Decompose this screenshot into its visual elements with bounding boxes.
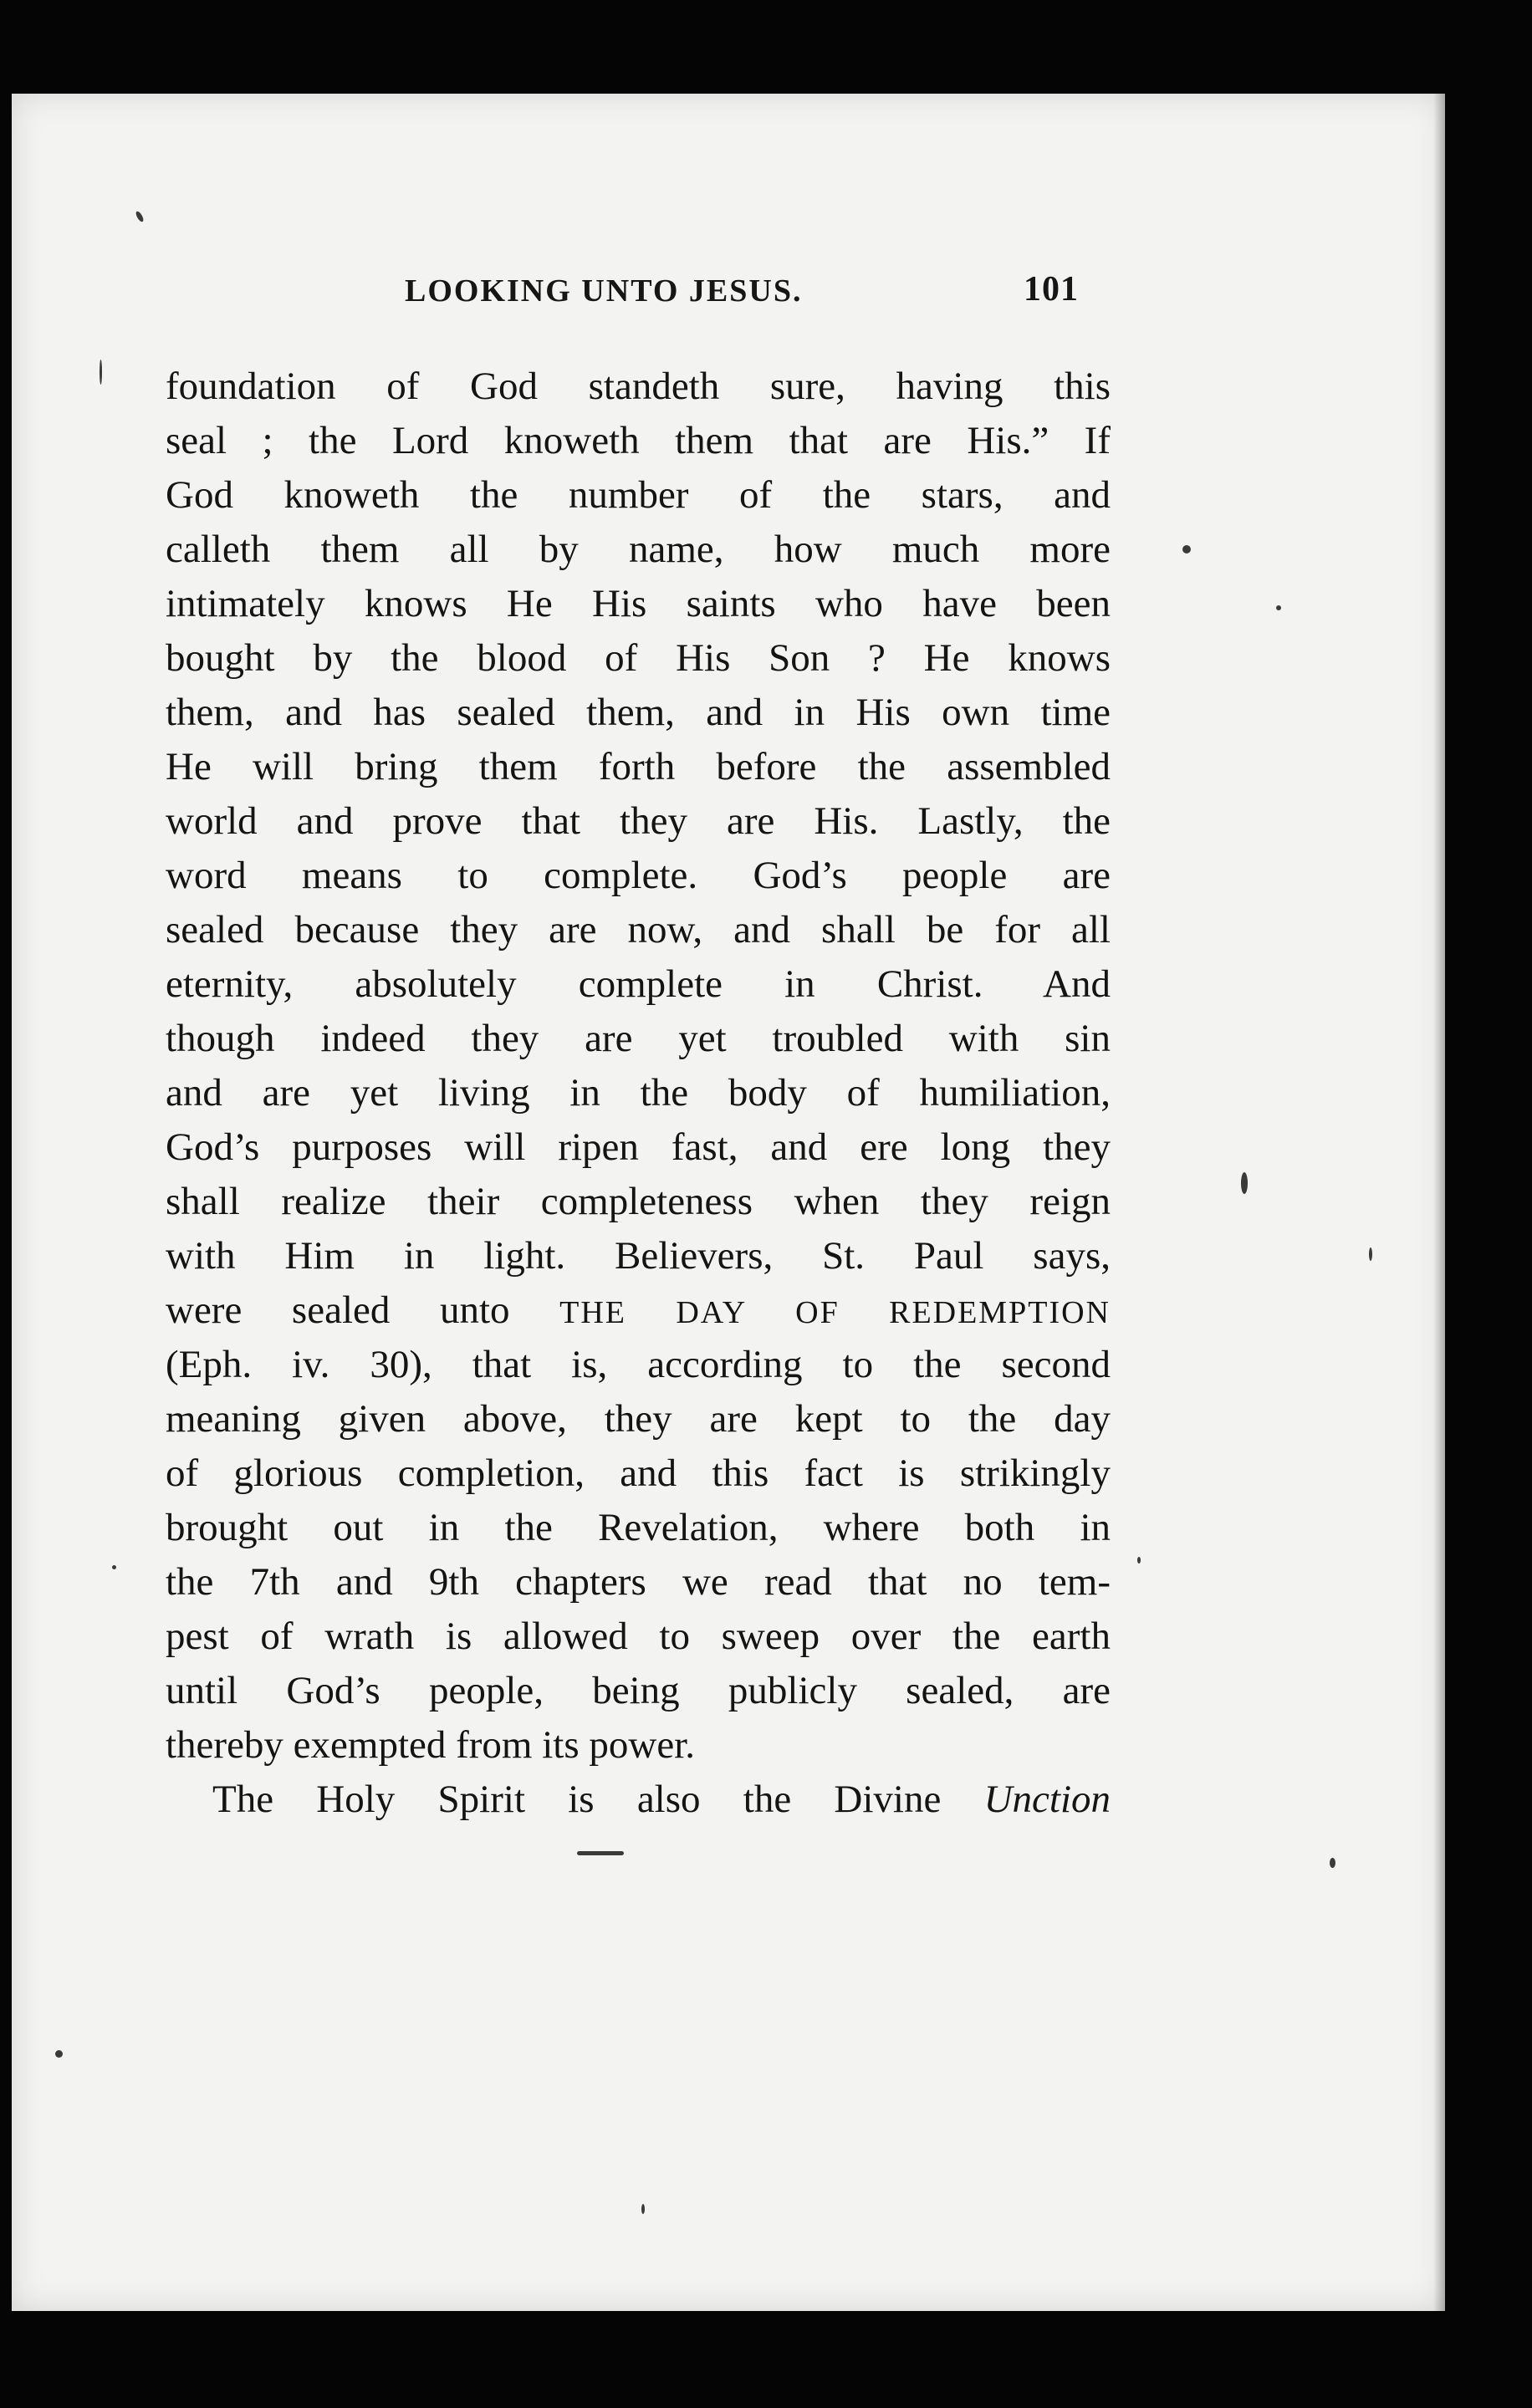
scan-speck	[1137, 1557, 1141, 1564]
text-line: pest of wrath is allowed to sweep over the earth	[166, 1615, 1111, 1658]
running-title: LOOKING UNTO JESUS.	[405, 273, 803, 309]
text-line: God knoweth the number of the stars, and	[166, 473, 1111, 517]
scan-speck	[1182, 545, 1191, 554]
line-text: The Holy Spirit is also the Divine	[212, 1778, 984, 1821]
text-line: though indeed they are yet troubled with sin	[166, 1017, 1111, 1060]
text-line: (Eph. iv. 30), that is, according to the second	[166, 1343, 1111, 1386]
text-line: calleth them all by name, how much more	[166, 528, 1111, 571]
paragraph-start-line	[166, 1773, 1111, 1827]
line-text: were sealed unto	[166, 1288, 560, 1332]
text-line: thereby exempted from its power.	[166, 1723, 696, 1767]
book-page	[12, 94, 1445, 2311]
text-line: of glorious completion, and this fact is strikingly	[166, 1451, 1111, 1495]
scan-speck	[135, 210, 145, 222]
scan-speck	[112, 1565, 116, 1569]
text-line: world and prove that they are His. Lastly, the	[166, 799, 1111, 843]
scan-speck	[1276, 605, 1281, 610]
italic-word: Unction	[983, 1778, 1111, 1821]
body-text	[166, 360, 1111, 1827]
scan-speck	[1330, 1858, 1335, 1868]
text-line: He will bring them forth before the assembled	[166, 745, 1111, 788]
scan-speck	[1241, 1172, 1248, 1194]
small-caps-text: THE DAY OF REDEMPTION	[559, 1295, 1111, 1330]
text-line: eternity, absolutely complete in Christ. And	[166, 962, 1111, 1006]
text-line: shall realize their completeness when they reign	[166, 1180, 1111, 1223]
text-line: seal ; the Lord knoweth them that are His.” If	[166, 419, 1111, 462]
text-line: word means to complete. God’s people are	[166, 854, 1111, 897]
text-line: with Him in light. Believers, St. Paul says,	[166, 1234, 1111, 1278]
text-line: brought out in the Revelation, where both in	[166, 1506, 1111, 1549]
text-line: intimately knows He His saints who have been	[166, 582, 1111, 625]
page-number: 101	[1024, 270, 1079, 309]
scan-speck	[641, 2204, 645, 2214]
scan-speck	[1369, 1247, 1372, 1261]
text-line: meaning given above, they are kept to the day	[166, 1397, 1111, 1441]
text-line: the 7th and 9th chapters we read that no tem-	[166, 1560, 1111, 1604]
text-line-with-small-caps	[166, 1283, 1111, 1338]
text-line: foundation of God standeth sure, having this	[166, 365, 1111, 408]
scan-speck	[55, 2050, 63, 2058]
text-line: God’s purposes will ripen fast, and ere long they	[166, 1125, 1111, 1169]
scan-speck	[577, 1851, 624, 1855]
text-line: until God’s people, being publicly sealed, are	[166, 1669, 1111, 1712]
scan-speck	[100, 360, 102, 385]
text-line: them, and has sealed them, and in His own time	[166, 691, 1111, 734]
text-line: sealed because they are now, and shall be for all	[166, 908, 1111, 951]
text-line: bought by the blood of His Son ? He knows	[166, 636, 1111, 680]
text-line: and are yet living in the body of humiliation,	[166, 1071, 1111, 1115]
